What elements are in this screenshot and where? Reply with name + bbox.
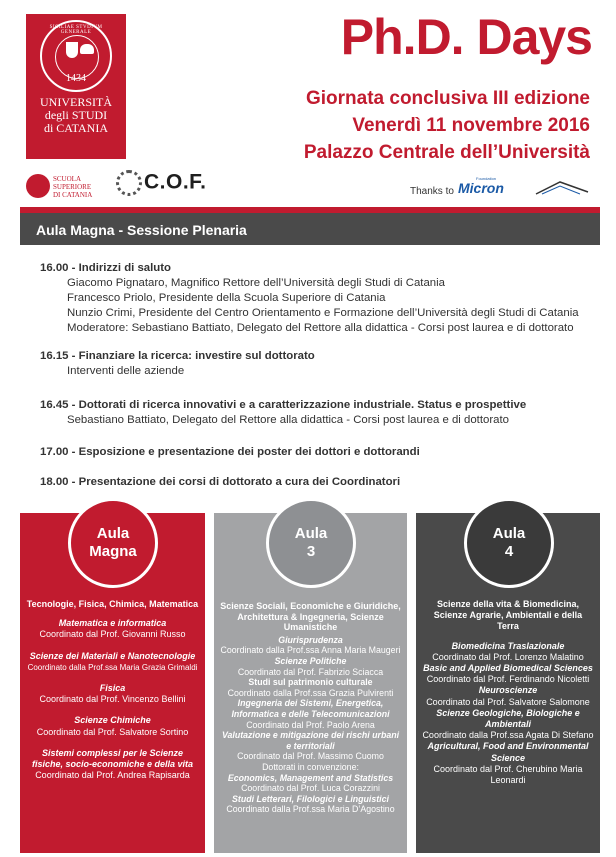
course-coordinator: Coordinato dal Prof. Giovanni Russo: [39, 629, 186, 640]
room-badge: Aula 4: [464, 498, 554, 588]
room-programmes: [26, 599, 199, 781]
thanks-label: Thanks to: [410, 186, 454, 197]
course-coordinator: Coordinato dal Prof. Paolo Arena: [246, 719, 375, 730]
course-coordinator: Coordinato dal Prof. Luca Corazzini: [241, 783, 380, 794]
session-title: Aula Magna - Sessione Plenaria: [36, 222, 247, 238]
room-column-aula-magna: [20, 513, 205, 853]
course-title: Ingegneria dei Sistemi, Energetica, Informatica e delle Telecomunicazioni: [231, 698, 390, 719]
micron-logo: Micron: [458, 180, 504, 196]
subtitle: Giornata conclusiva III edizione: [305, 88, 590, 109]
course-title: Giurisprudenza: [278, 634, 343, 645]
programme-item: 16.45 - Dottorati di ricerca innovativi e a caratterizzazione industriale. Status e prospettive Sebastiano Battiato, Delegato del Rettore alla didattica - Corsi post laurea e di dottorato: [40, 398, 600, 428]
seal-year: 1434: [66, 73, 86, 84]
course-title: Sistemi complessi per le Scienze fisiche, socio-economiche e della vita: [31, 747, 194, 770]
scuola-superiore-logo: SCUOLA SUPERIORE DI CATANIA: [26, 172, 106, 202]
room-area-heading: Scienze Sociali, Economiche e Giuridiche, Architettura & Ingegneria, Scienze Umanistiche: [220, 601, 401, 633]
room-column-aula-4: [416, 513, 600, 853]
programme-item: 16.15 - Finanziare la ricerca: investire sul dottorato Interventi delle aziende: [40, 349, 600, 379]
room-programmes: [220, 601, 401, 815]
course-title: Economics, Management and Statistics: [227, 772, 394, 783]
course-title: Valutazione e mitigazione dei rischi urbani e territoriali: [221, 730, 400, 751]
programme-item-title: 16.00 - Indirizzi di saluto: [40, 262, 172, 274]
programme-item: 16.00 - Indirizzi di saluto Giacomo Pignataro, Magnifico Rettore dell’Università degli Studi di Catania Francesco Priolo, Presidente della Scuola Superiore di Catania Nunzio Crimi, Presidente del Centro Orientamento e Formazione dell’Università degli Studi di Catania Moderatore: Sebastiano Battiato, Delegato del Rettore alla didattica - Corsi post laurea e di dottorato: [40, 261, 600, 336]
course-coordinator: Coordinato dal Prof. Salvatore Sortino: [36, 726, 189, 737]
course-coordinator: Coordinato dalla Prof.ssa Grazia Pulvirenti: [227, 687, 394, 698]
room-badge: Aula 3: [266, 498, 356, 588]
course-title: Biomedicina Traslazionale: [451, 640, 565, 651]
seal-text: SICILIAE STVDIVM GENERALE: [49, 25, 103, 35]
programme-item-title: 17.00 - Esposizione e presentazione dei poster dei dottori e dottorandi: [40, 446, 420, 458]
course-coordinator: Coordinato dal Prof. Massimo Cuomo: [237, 751, 384, 762]
programme-item-title: 16.15 - Finanziare la ricerca: investire sul dottorato: [40, 350, 315, 362]
course-coordinator: Coordinato dal Prof. Lorenzo Malatino: [432, 651, 584, 662]
course-title: Agricultural, Food and Environmental Science: [427, 741, 589, 763]
university-seal: [40, 20, 112, 92]
university-name: UNIVERSITÀ degli STUDI di CATANIA: [40, 95, 112, 135]
university-logo: [26, 14, 126, 159]
course-title: Basic and Applied Biomedical Sciences: [423, 663, 593, 674]
course-title: Studi Letterari, Filologici e Linguistici: [232, 793, 389, 804]
course-title: Neuroscienze: [478, 685, 538, 696]
event-date: Venerdì 11 novembre 2016: [352, 115, 590, 136]
programme-item: [40, 445, 600, 460]
room-area-heading: Scienze della vita & Biomedicina, Scienze Agrarie, Ambientali e della Terra: [433, 599, 583, 632]
elephant-icon: [80, 44, 94, 54]
event-place: Palazzo Centrale dell’Università: [303, 142, 590, 163]
course-coordinator: Coordinato dal Prof. Salvatore Salomone: [426, 696, 590, 707]
course-title: Scienze dei Materiali e Nanotecnologie: [29, 650, 196, 661]
micron-foundation-label: Foundation: [476, 176, 497, 181]
stmicro-logo: [532, 178, 592, 196]
course-title: Scienze Chimiche: [74, 715, 151, 726]
cof-icon: [116, 170, 142, 196]
course-coordinator: Coordinato dalla Prof.ssa Anna Maria Maugeri: [220, 645, 401, 656]
course-coordinator: Coordinato dal Prof. Cherubino Maria Leonardi: [433, 763, 583, 786]
programme-item-title: 16.45 - Dottorati di ricerca innovativi e a caratterizzazione industriale. Status e prospettive: [40, 399, 527, 411]
course-title: Scienze Politiche: [274, 655, 347, 666]
scuola-superiore-icon: [26, 174, 50, 198]
course-title: Matematica e informatica: [58, 618, 167, 629]
course-coordinator: Coordinato dalla Prof.ssa Maria Grazia Grimaldi: [27, 662, 198, 672]
room-area-heading: Tecnologie, Fisica, Chimica, Matematica: [26, 599, 199, 609]
course-title: Studi sul patrimonio culturale: [248, 677, 373, 688]
course-coordinator: Coordinato dal Prof. Fabrizio Sciacca: [237, 666, 384, 677]
course-coordinator: Coordinato dal Prof. Ferdinando Nicoletti: [426, 674, 590, 685]
course-coordinator: Coordinato dalla Prof.ssa Maria D’Agostino: [226, 804, 395, 815]
convention-label: Dottorati in convenzione:: [262, 761, 359, 772]
shield-icon: [66, 42, 78, 58]
room-programmes: [422, 599, 594, 786]
programme-item: [40, 475, 600, 490]
course-coordinator: Coordinato dal Prof. Andrea Rapisarda: [35, 770, 190, 781]
course-coordinator: Coordinato dalla Prof.ssa Agata Di Stefano: [422, 730, 594, 741]
course-coordinator: Coordinato dal Prof. Vincenzo Bellini: [39, 694, 186, 705]
cof-logo: C.O.F.: [116, 170, 207, 196]
programme-item-title: 18.00 - Presentazione dei corsi di dottorato a cura dei Coordinatori: [40, 476, 401, 488]
room-badge: Aula Magna: [68, 498, 158, 588]
course-title: Fisica: [99, 683, 126, 694]
room-column-aula-3: [214, 513, 407, 853]
page-title: Ph.D. Days: [340, 9, 592, 65]
course-title: Scienze Geologiche, Biologiche e Ambientali: [436, 707, 580, 730]
